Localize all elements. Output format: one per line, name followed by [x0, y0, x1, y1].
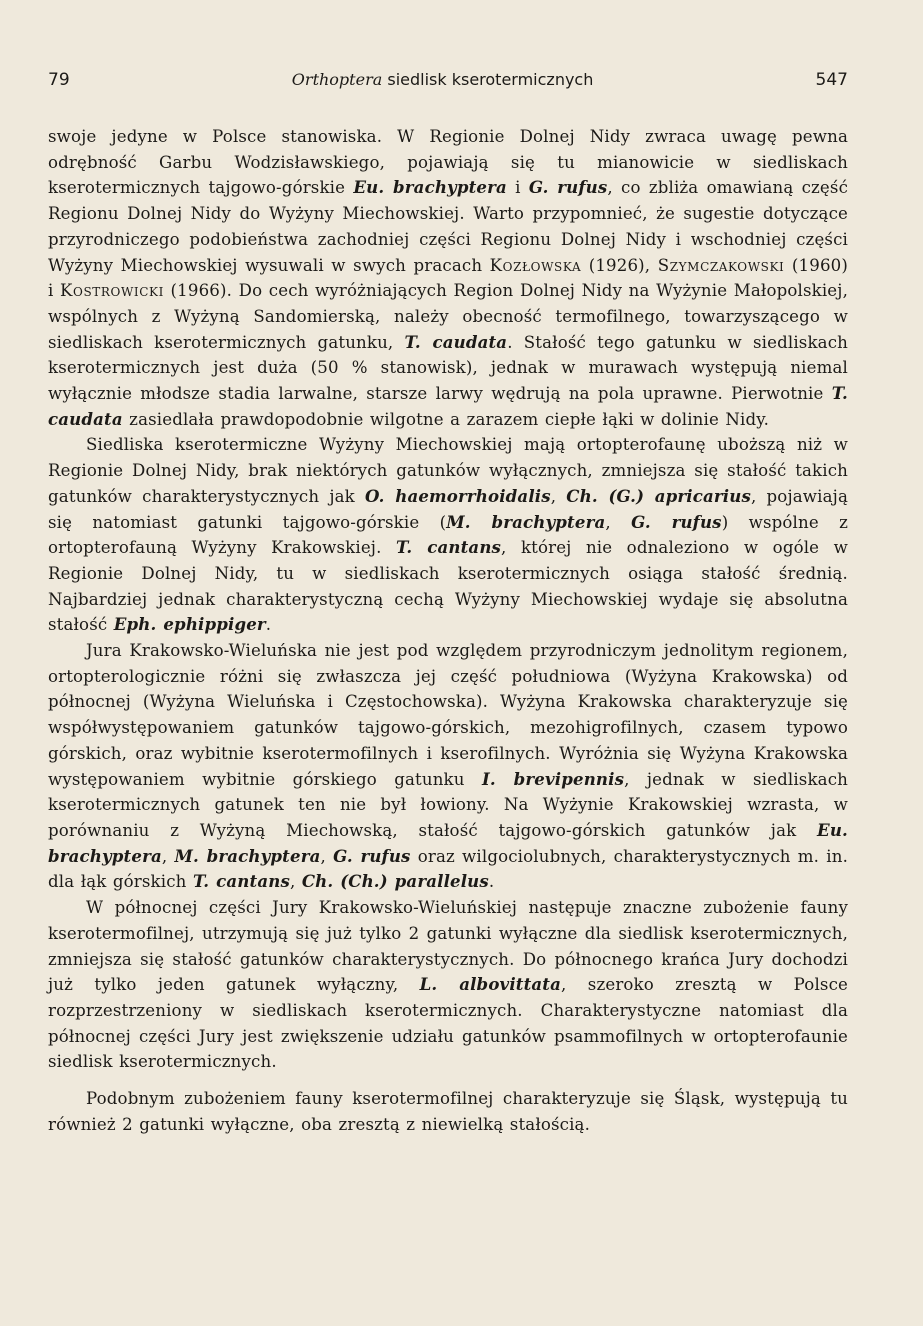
text-run: , pojawiają się natomiast gatunki tajgowo-górskie ( [48, 486, 848, 532]
species-name: G. rufus [333, 845, 411, 866]
text-run: , [605, 512, 632, 532]
text-run: zasiedlała prawdopodobnie wilgotne a zarazem ciepłe łąki w dolinie Nidy. [122, 409, 770, 429]
paragraph-5 [48, 1086, 848, 1137]
page-number-left: 79 [48, 70, 70, 90]
running-header [48, 70, 848, 90]
text-run: oraz wilgociolubnych, charakterystycznych m. in. dla łąk górskich [48, 846, 848, 892]
text-run: , [289, 872, 302, 892]
text-run: W północnej części Jury Krakowsko-Wieluńskiej następuje znaczne zubożenie fauny kserotermofilnej, utrzymują się już tylko 2 gatunki wyłączne dla siedlisk kserotermicznych, zmniejsza się stałość gatunków charakterystycznych. Do północnego krańca Jury dochodzi już tylko jeden gatunek wyłączny, [48, 898, 848, 995]
species-name: Eph. ephippiger [113, 614, 266, 635]
text-run: ) wspólne z ortopterofauną Wyżyny Krakowskiej. [48, 512, 849, 558]
text-run: Podobnym zubożeniem fauny kserotermofilnej charakteryzuje się Śląsk, występują tu również 2 gatunki wyłączne, oba zresztą z niewielką stałością. [48, 1089, 848, 1134]
text-run: (1960) i [48, 255, 848, 301]
text-run: . Stałość tego gatunku w siedliskach kserotermicznych jest duża (50 % stanowisk), jednak w murawach występują niemal wyłącznie młodsze stadia larwalne, starsze larwy wędrują na pola uprawne. Pierwotnie [48, 332, 848, 404]
text-run: , [550, 486, 567, 506]
text-run: Siedliska kserotermiczne Wyżyny Miechowskiej mają ortopterofaunę uboższą niż w Regionie Dolnej Nidy, brak niektórych gatunków wyłącznych, zmniejsza się stałość takich gatunków charakterystycznych jak [48, 435, 848, 506]
text-run: Jura Krakowsko-Wieluńska nie jest pod względem przyrodniczym jednolitym regionem, ortopterologicznie różni się zwłaszcza jej część południowa (Wyżyna Krakowska) od północnej (Wyżyna Wieluńska i Częstochowska). Wyżyna Krakowska charakteryzuje się współwystępowaniem gatunków tajgowo-górskich, mezohigrofilnych, czasem typowo górskich, oraz wybitnie kserotermofilnych i kserofilnych. Wyróżnia się Wyżyna Krakowska występowaniem wybitnie górskiego gatunku [48, 641, 848, 789]
species-name: Eu. brachyptera [48, 819, 848, 866]
text-run: swoje jedyne w Polsce stanowiska. W Regionie Dolnej Nidy zwraca uwagę pewna odrębność Garbu Wodzisławskiego, pojawiają się tu mianowicie w siedliskach kserotermicznych tajgowo-górskie [48, 127, 848, 198]
species-name: O. haemorrhoidalis [365, 485, 551, 506]
text-run: , co zbliża omawianą część Regionu Dolnej Nidy do Wyżyny Miechowskiej. Warto przypomnieć, że sugestie dotyczące przyrodniczego podobieństwa zachodniej części Regionu Dolnej Nidy i wschodniej części Wyżyny Miechowskiej wysuwali w swych pracach [48, 178, 849, 275]
species-name: L. albovittata [419, 974, 562, 995]
species-name: Ch. (Ch.) parallelus [301, 871, 489, 892]
text-run: , [320, 846, 334, 866]
species-name: I. brevipennis [481, 768, 625, 789]
paragraph-1 [48, 124, 848, 432]
running-title-italic: Orthoptera [291, 70, 383, 89]
author-name: Kozłowska [489, 255, 582, 275]
text-run: (1966). Do cech wyróżniających Region Dolnej Nidy na Wyżynie Małopolskiej, wspólnych z Wyżyną Sandomierską, należy obecność termofilnego, towarzyszącego w siedliskach kserotermicznych gatunku, [48, 281, 848, 352]
text-run: , [161, 846, 175, 866]
species-name: M. brachyptera [174, 845, 321, 866]
text-run: , której nie odnaleziono w ogóle w Regionie Dolnej Nidy, tu w siedliskach kserotermicznych osiąga stałość średnią. Najbardziej jednak charakterystyczną cechą Wyżyny Miechowskiej wydaje się absolutna stałość [48, 538, 848, 635]
paragraph-2 [48, 432, 848, 638]
species-name: G. rufus [528, 177, 608, 198]
species-name: M. brachyptera [446, 511, 606, 532]
species-name: T. cantans [395, 537, 502, 558]
author-name: Kostrowicki [60, 281, 164, 301]
document-page [48, 70, 848, 1137]
text-run: . [265, 615, 272, 635]
text-run: , szeroko zresztą w Polsce rozprzestrzeniony w siedliskach kserotermicznych. Charakterystyczne natomiast dla północnej części Jury jest zwiększenie udziału gatunków psammofilnych w ortopterofaunie siedlisk kserotermicznych. [48, 975, 848, 1072]
text-run: (1926), [581, 255, 658, 275]
page-number-right: 547 [815, 70, 848, 90]
species-name: Ch. (G.) apricarius [566, 485, 751, 506]
author-name: Szymczakowski [657, 255, 785, 275]
species-name: G. rufus [631, 511, 722, 532]
species-name: T. caudata [48, 383, 848, 429]
paragraph-3 [48, 638, 848, 895]
text-run: . [488, 872, 495, 892]
text-run: i [506, 178, 529, 198]
species-name: T. cantans [192, 871, 290, 892]
text-run: , jednak w siedliskach kserotermicznych gatunek ten nie był łowiony. Na Wyżynie Krakowskiej wzrasta, w porównaniu z Wyżyną Miechowską, stałość tajgowo-górskich gatunków jak [48, 769, 848, 840]
running-title-rest: siedlisk kserotermicznych [387, 70, 594, 89]
running-title [292, 70, 594, 89]
species-name: Eu. brachyptera [353, 177, 507, 198]
paragraph-4 [48, 895, 848, 1075]
species-name: T. caudata [404, 331, 508, 352]
